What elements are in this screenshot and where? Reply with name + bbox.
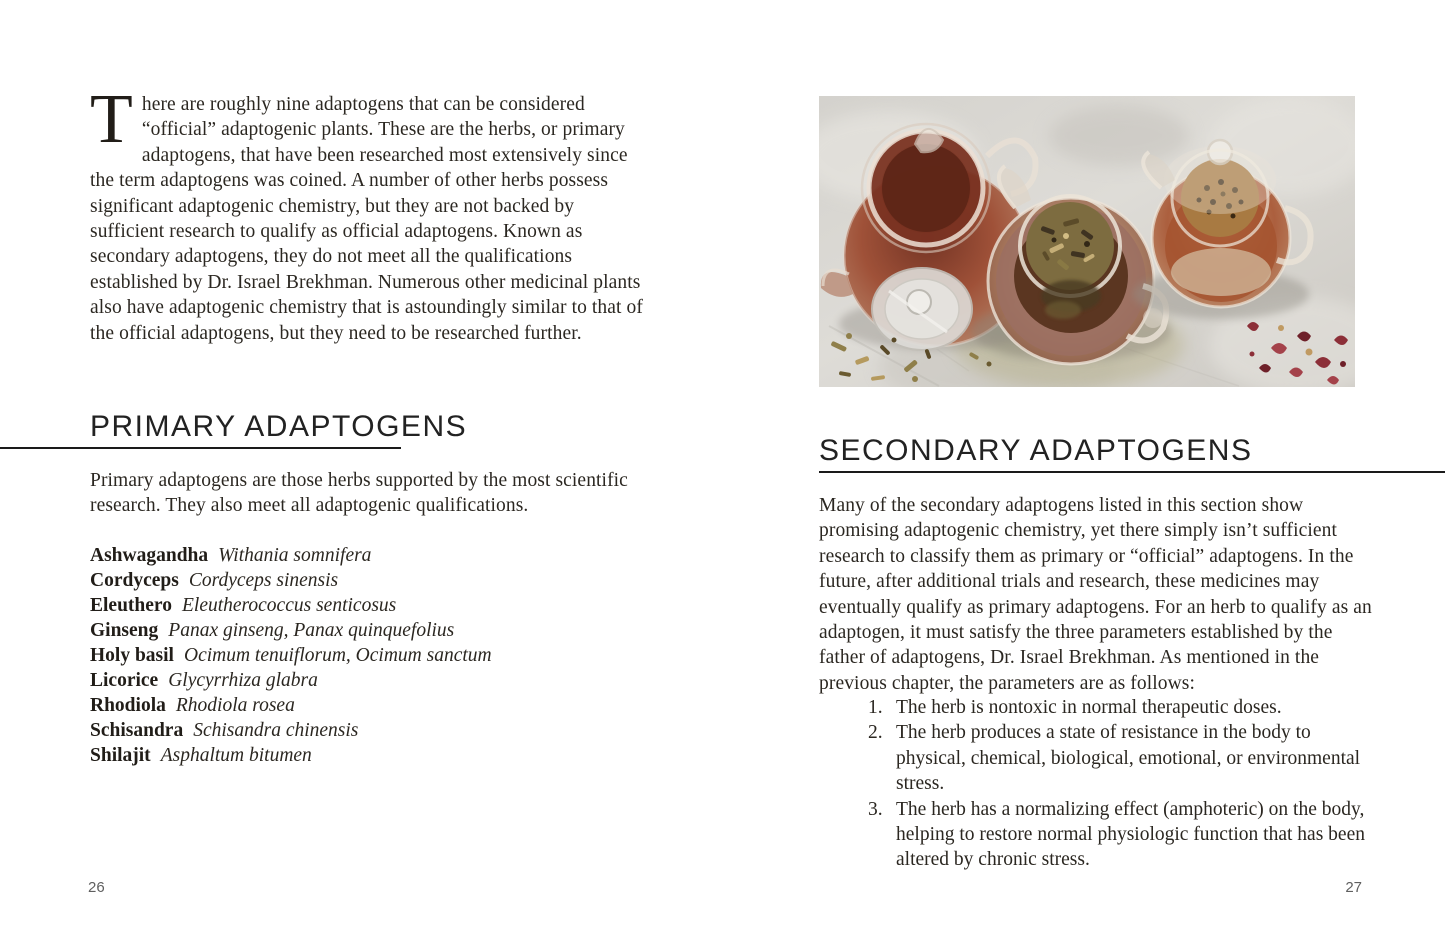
parameter-list-item: [868, 720, 1378, 796]
herb-list-item: [90, 668, 650, 693]
intro-paragraph-text: here are roughly nine adaptogens that can be considered “official” adaptogenic plants. These are the herbs, or primary adaptogens, that have been researched most extensively since the term adaptogens was coined. A number of other herbs possess significant adaptogenic chemistry, but they are not backed by sufficient research to qualify as official adaptogens. Known as secondary adaptogens, they do not meet all the qualifications established by Dr. Israel Brekhman. Numerous other medicinal plants also have adaptogenic chemistry that is astoundingly similar to that of the official adaptogens, but they need to be researched further.: [90, 94, 643, 344]
parameter-number: 1.: [868, 697, 883, 718]
primary-adaptogens-heading: PRIMARY ADAPTOGENS: [90, 410, 468, 443]
herb-latin-name: Cordyceps sinensis: [188, 570, 339, 591]
herb-latin-name: Rhodiola rosea: [175, 695, 295, 716]
page-number-left: 26: [88, 879, 105, 896]
teapots-photo-illustration: [819, 96, 1355, 387]
herb-latin-name: Panax ginseng, Panax quinquefolius: [168, 620, 455, 641]
herb-common-name: Shilajit: [90, 745, 151, 766]
drop-cap: T: [90, 81, 133, 158]
herb-list-item: [90, 718, 650, 743]
herb-common-name: Ginseng: [90, 620, 159, 641]
secondary-section-intro: Many of the secondary adaptogens listed in this section show promising adaptogenic chemistry, yet there simply isn’t sufficient research to classify them as primary or “official” adaptogens. In the future, after additional trials and research, these medicines may eventually qualify as primary adaptogens. For an herb to qualify as an adaptogen, it must satisfy the three parameters established by the father of adaptogens, Dr. Israel Brekhman. As mentioned in the previous chapter, the parameters are as follows:: [819, 495, 1372, 694]
adaptogen-parameters-list: [868, 695, 1378, 873]
herb-list-item: [90, 693, 650, 718]
parameter-text: The herb has a normalizing effect (amphoteric) on the body, helping to restore normal physiologic function that has been altered by chronic stress.: [896, 798, 1365, 871]
secondary-adaptogens-heading: SECONDARY ADAPTOGENS: [819, 434, 1253, 467]
parameter-text: The herb is nontoxic in normal therapeutic doses.: [896, 697, 1282, 718]
herb-list-item: [90, 543, 650, 568]
herb-latin-name: Glycyrrhiza glabra: [168, 670, 318, 691]
teapots-photo: [819, 96, 1355, 387]
parameter-number: 2.: [868, 722, 883, 744]
parameter-number: 3.: [868, 798, 883, 820]
herb-latin-name: Asphaltum bitumen: [160, 745, 312, 766]
intro-paragraph: [90, 81, 645, 346]
herb-common-name: Rhodiola: [90, 695, 166, 716]
secondary-heading-rule: [819, 471, 1445, 473]
herb-common-name: Cordyceps: [90, 570, 179, 591]
parameter-list-item: [868, 695, 1378, 720]
primary-adaptogens-list: [90, 543, 650, 768]
herb-list-item: [90, 593, 650, 618]
parameter-list-item: [868, 797, 1378, 873]
herb-list-item: [90, 643, 650, 668]
herb-common-name: Schisandra: [90, 720, 184, 741]
herb-latin-name: Withania somnifera: [218, 545, 372, 566]
herb-common-name: Licorice: [90, 670, 159, 691]
herb-common-name: Eleuthero: [90, 595, 172, 616]
parameter-text: The herb produces a state of resistance in the body to physical, chemical, biological, emotional, or environmental stress.: [896, 722, 1361, 795]
herb-list-item: [90, 743, 650, 768]
herb-latin-name: Schisandra chinensis: [193, 720, 359, 741]
herb-common-name: Holy basil: [90, 645, 174, 666]
herb-list-item: [90, 568, 650, 593]
page-number-right: 27: [1345, 879, 1362, 896]
primary-heading-rule: [0, 447, 401, 449]
herb-common-name: Ashwagandha: [90, 545, 209, 566]
herb-latin-name: Eleutherococcus senticosus: [181, 595, 397, 616]
herb-list-item: [90, 618, 650, 643]
herb-latin-name: Ocimum tenuiflorum, Ocimum sanctum: [183, 645, 492, 666]
primary-section-intro: Primary adaptogens are those herbs supported by the most scientific research. They also meet all adaptogenic qualifications.: [90, 470, 628, 517]
